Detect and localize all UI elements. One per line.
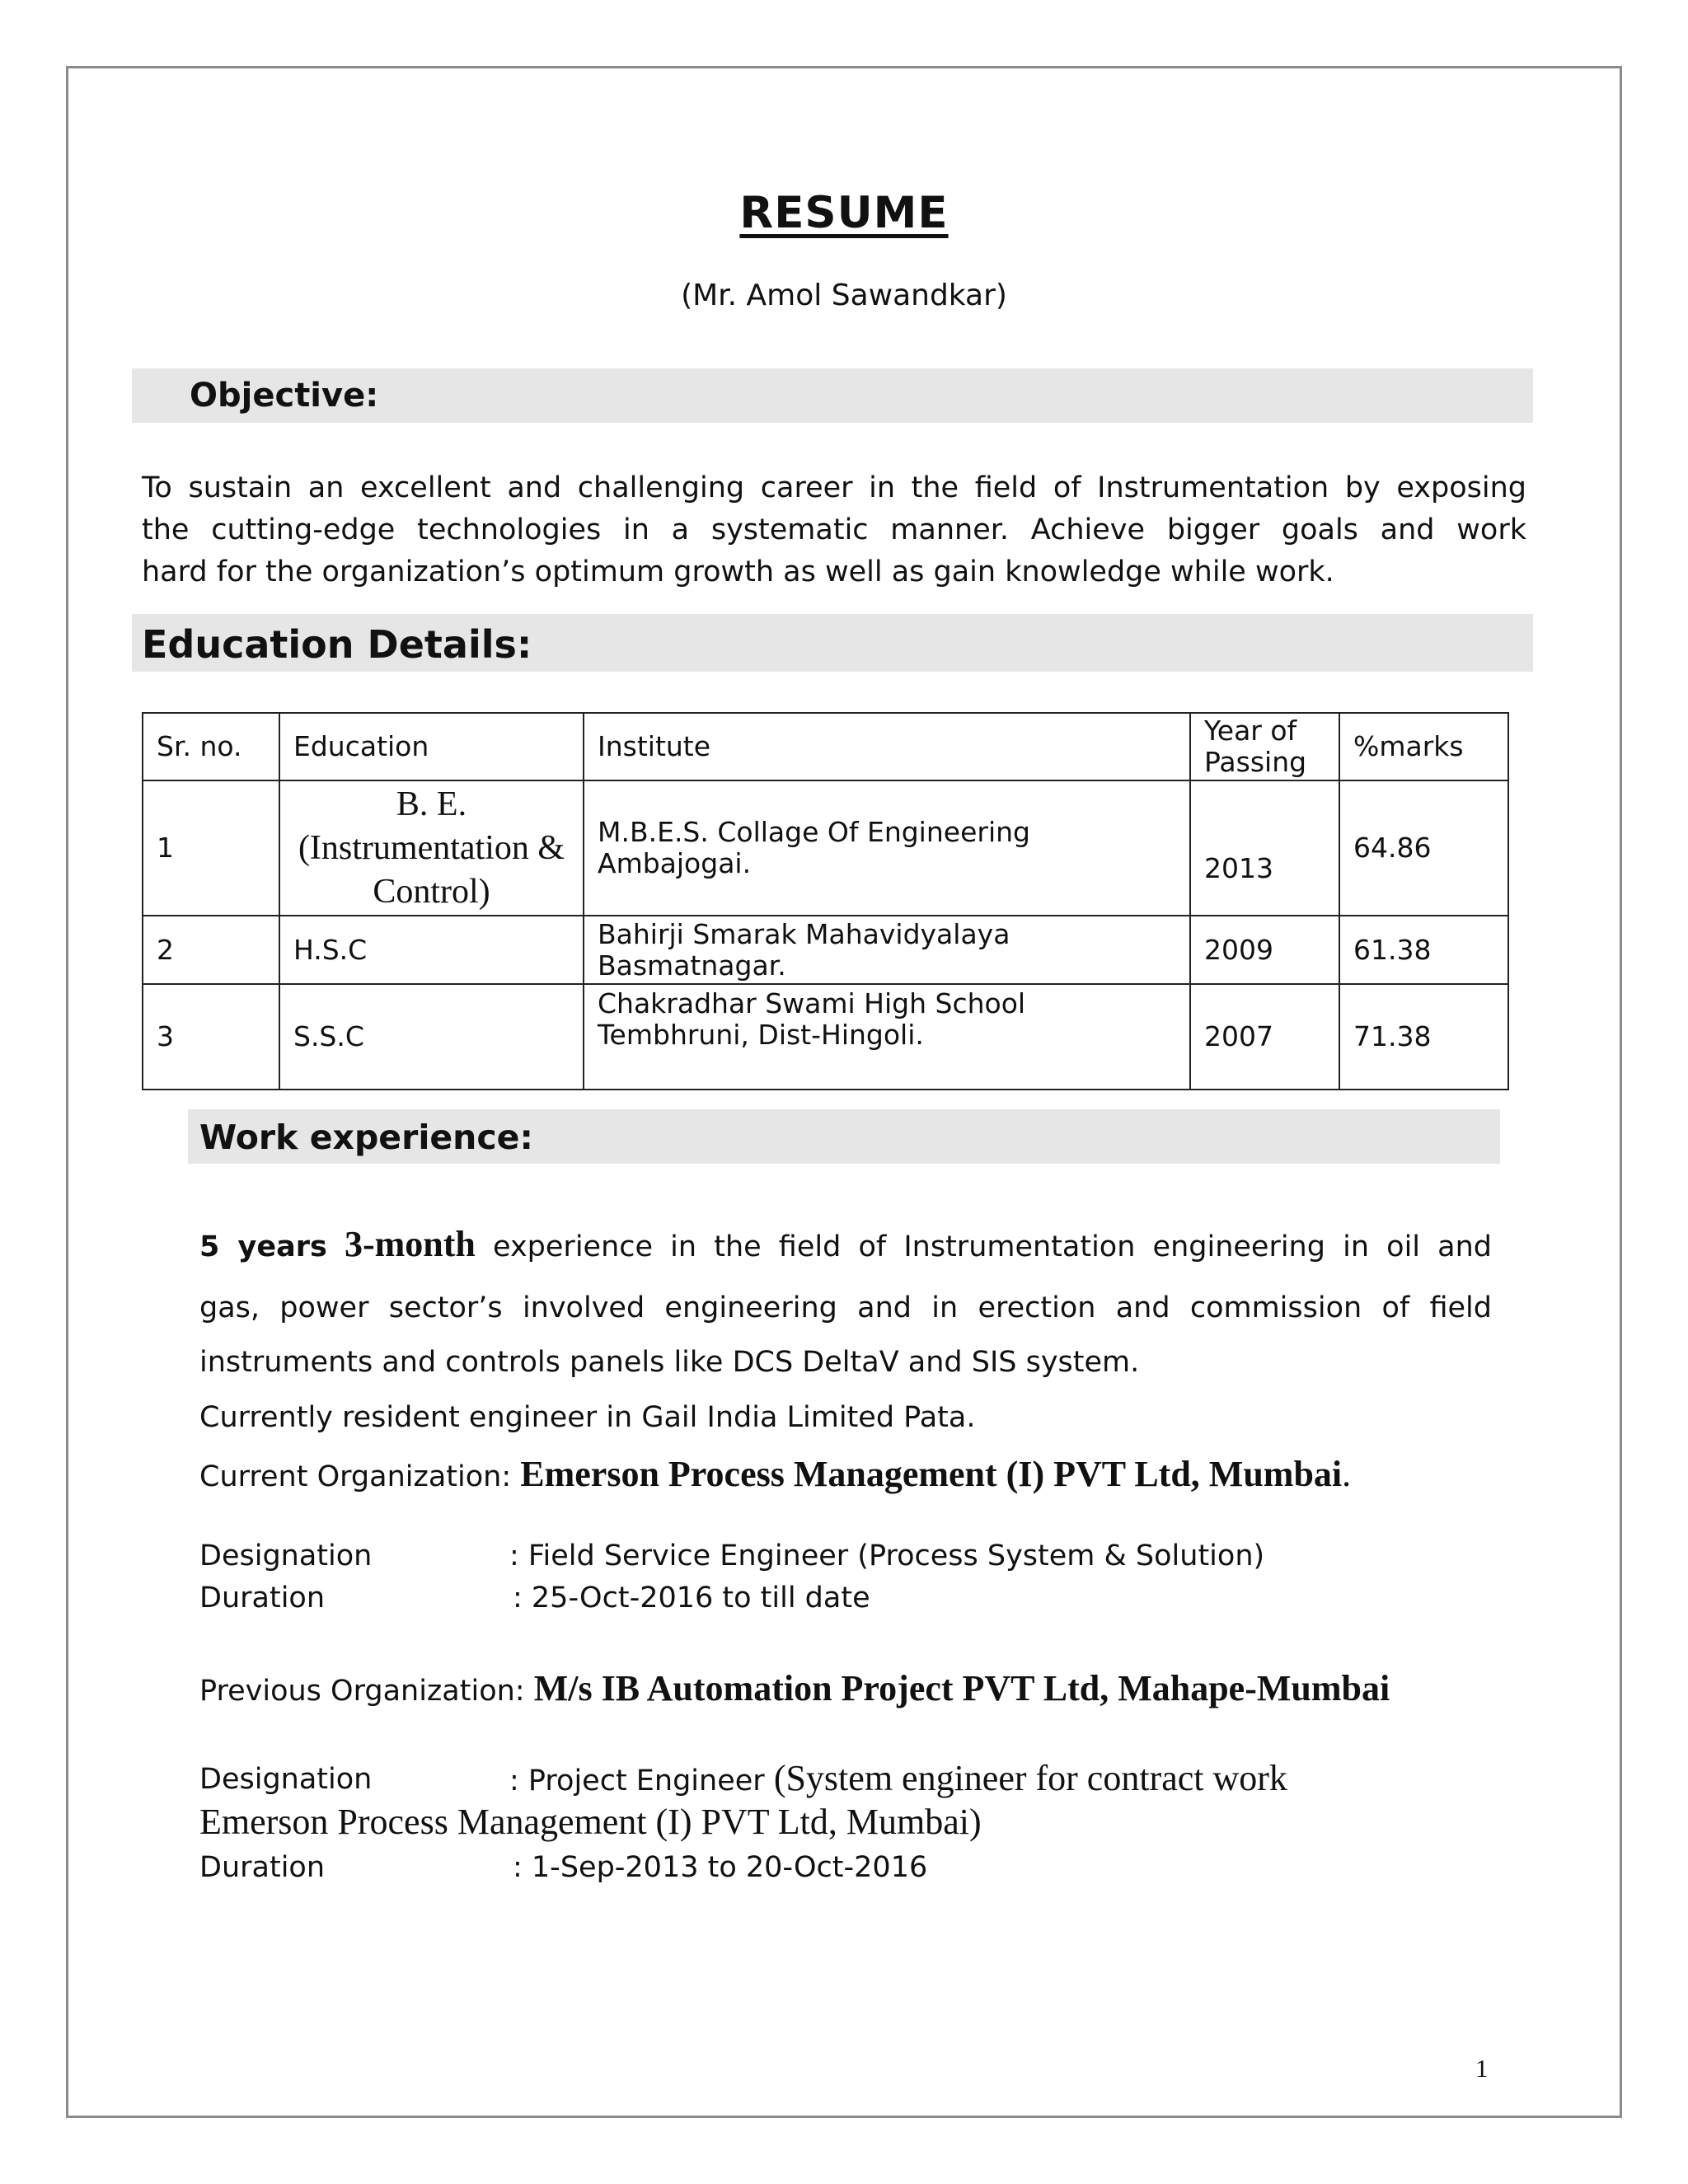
work-heading: Work experience: [199, 1118, 533, 1157]
objective-line-1: To sustain an excellent and challenging career in the field of Instrumentation by exposing [142, 471, 1526, 504]
current-duration: : 25-Oct-2016 to till date [513, 1582, 870, 1615]
objective-heading: Objective: [190, 377, 379, 415]
institute-line: M.B.E.S. Collage Of Engineering [598, 816, 1030, 848]
cell-marks: 71.38 [1339, 984, 1508, 1090]
current-organization [199, 1449, 1351, 1502]
previous-duration-label: Duration [199, 1851, 326, 1884]
work-band [188, 1109, 1500, 1164]
previous-designation-label: Designation [199, 1763, 373, 1796]
cell-year: 2009 [1190, 916, 1339, 984]
cell-marks: 61.38 [1339, 916, 1508, 984]
table-row [143, 780, 1508, 916]
previous-org-name: M/s IB Automation Project PVT Ltd, Mahape-Mumbai [533, 1668, 1390, 1708]
header-marks: %marks [1339, 713, 1508, 780]
table-header-row [143, 713, 1508, 780]
current-designation-label: Designation [199, 1540, 373, 1572]
current-duration-label: Duration [199, 1582, 326, 1615]
current-org-period: . [1342, 1454, 1352, 1494]
experience-years: 5 years [199, 1230, 327, 1263]
education-band [132, 614, 1533, 672]
experience-months: 3-month [344, 1224, 476, 1264]
objective-line-3: hard for the organization’s optimum growth as well as gain knowledge while work. [142, 555, 1334, 588]
header-institute: Institute [584, 713, 1190, 780]
cell-marks: 64.86 [1339, 780, 1508, 916]
current-designation: : Field Service Engineer (Process System & Solution) [509, 1540, 1265, 1572]
page-number: 1 [1475, 2054, 1489, 2083]
cell-sr: 1 [143, 780, 279, 916]
previous-designation-title: : Project Engineer [509, 1765, 765, 1797]
current-org-label: Current Organization: [199, 1460, 512, 1493]
work-line-2: gas, power sector’s involved engineering and in erection and commission of field [199, 1291, 1492, 1324]
institute-line: Basmatnagar. [598, 949, 786, 982]
work-line-1 [199, 1220, 1492, 1272]
objective-band [132, 368, 1533, 423]
cell-year: 2007 [1190, 984, 1339, 1090]
cell-institute [584, 984, 1190, 1090]
previous-org-label: Previous Organization: [199, 1675, 525, 1708]
table-row [143, 984, 1508, 1090]
work-line-3: instruments and controls panels like DCS DeltaV and SIS system. [199, 1346, 1140, 1379]
header-education: Education [279, 713, 584, 780]
cell-year: 2013 [1190, 780, 1339, 916]
education-heading: Education Details: [142, 622, 532, 667]
institute-line: Tembhruni, Dist-Hingoli. [598, 1019, 924, 1051]
institute-line: Ambajogai. [598, 847, 752, 879]
current-org-name: Emerson Process Management (I) PVT Ltd, Mumbai [520, 1454, 1343, 1494]
table-row [143, 916, 1508, 984]
resume-title: RESUME [739, 188, 949, 238]
education-table [142, 712, 1509, 1090]
experience-rest: experience in the field of Instrumentation engineering in oil and [493, 1230, 1492, 1263]
cell-education: S.S.C [279, 984, 584, 1090]
previous-duration: : 1-Sep-2013 to 20-Oct-2016 [513, 1851, 928, 1884]
header-sr-no: Sr. no. [143, 713, 279, 780]
previous-organization [199, 1663, 1390, 1717]
cell-education: B. E. (Instrumentation & Control) [279, 780, 584, 916]
cell-institute [584, 916, 1190, 984]
objective-line-2: the cutting-edge technologies in a systematic manner. Achieve bigger goals and work [142, 513, 1526, 546]
previous-designation-note-line-2: Emerson Process Management (I) PVT Ltd, Mumbai) [199, 1802, 982, 1842]
institute-line: Bahirji Smarak Mahavidyalaya [598, 917, 1010, 950]
cell-sr: 3 [143, 984, 279, 1090]
header-year: Year of Passing [1190, 713, 1339, 780]
cell-education: H.S.C [279, 916, 584, 984]
institute-line: Chakradhar Swami High School [598, 987, 1026, 1019]
candidate-name: (Mr. Amol Sawandkar) [681, 279, 1007, 312]
cell-sr: 2 [143, 916, 279, 984]
work-line-4: Currently resident engineer in Gail India Limited Pata. [199, 1401, 976, 1434]
previous-designation-note: (System engineer for contract work [773, 1758, 1287, 1798]
previous-designation [509, 1755, 1287, 1804]
cell-institute [584, 780, 1190, 916]
